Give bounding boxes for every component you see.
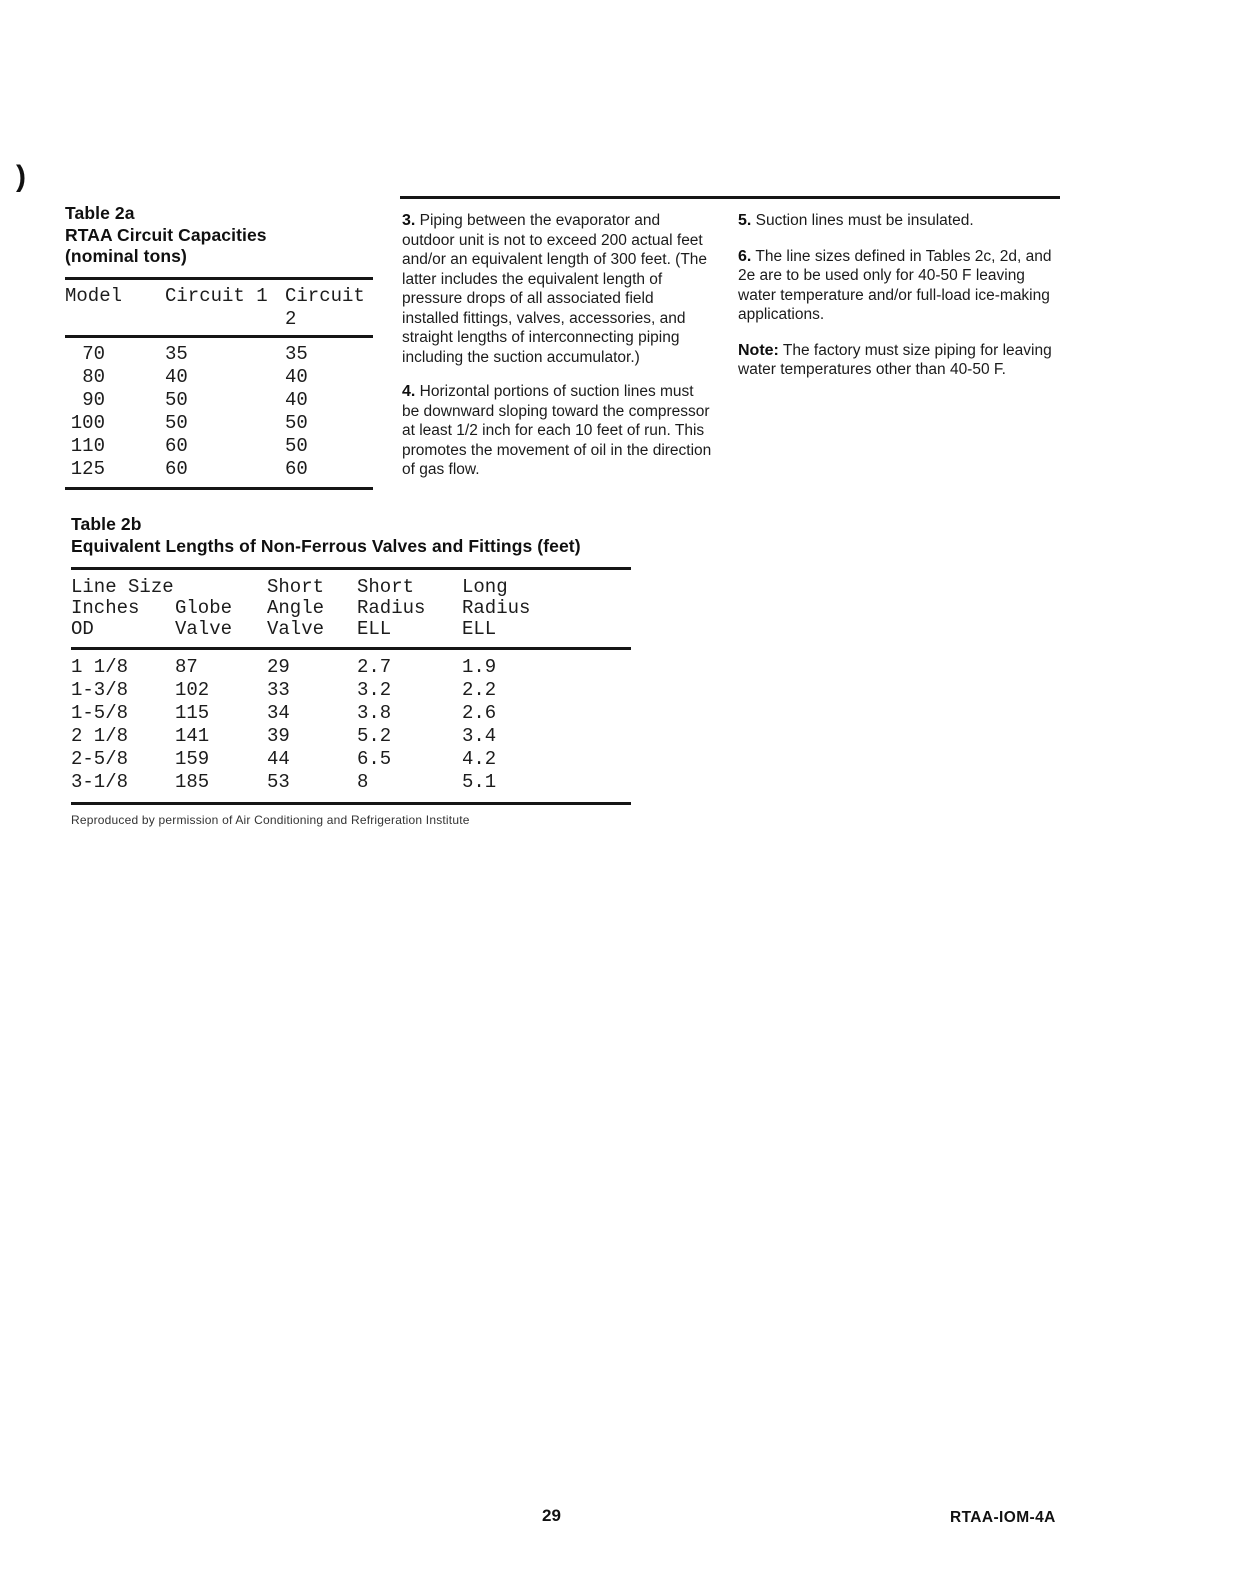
table-2b-attribution: Reproduced by permission of Air Conditioning and Refrigeration Institute [71,813,470,827]
factory-note [738,341,1062,380]
cell-short-angle-valve: 39 [267,725,290,747]
header-line: Short [267,576,325,598]
table-row [65,412,373,435]
cell-short-angle-valve: 34 [267,702,290,724]
cell-circuit2: 60 [285,457,308,480]
table-row [71,679,631,702]
cell-circuit1: 60 [165,434,188,457]
cell-circuit1: 40 [165,365,188,388]
table-2a-col-model: Model [65,284,123,307]
cell-circuit1: 35 [165,342,188,365]
table-2b-col-globe-valve [175,577,267,640]
table-row [65,389,373,412]
table-2a-col-circuit1: Circuit 1 [165,284,268,307]
header-line: Radius [357,597,426,619]
header-line [175,577,267,598]
table-row [71,748,631,771]
table-row [71,702,631,725]
cell-long-radius-ell: 1.9 [462,656,497,678]
cell-line-size: 1-5/8 [71,702,129,724]
table-2b [71,567,631,805]
table-row [71,771,631,794]
table-2b-label: Table 2b [71,514,142,534]
cell-short-radius-ell: 3.2 [357,679,392,701]
cell-circuit1: 50 [165,411,188,434]
table-2a-label: Table 2a [65,203,135,223]
header-line: ELL [357,618,392,640]
cell-circuit2: 50 [285,434,308,457]
note-item-4 [402,382,712,480]
note-item-4-text: Horizontal portions of suction lines must be downward sloping toward the compressor at least 1/2 inch for each 10 feet of run. This promotes the movement of oil in the direction of gas flow. [402,383,712,478]
table-2a-header-row [65,280,373,338]
cell-circuit2: 40 [285,388,308,411]
header-line: Valve [175,618,233,640]
header-line: ELL [462,618,497,640]
table-2b-title: Equivalent Lengths of Non-Ferrous Valves and Fittings (feet) [71,535,581,556]
cell-circuit2: 35 [285,342,308,365]
cell-model: 100 [70,411,105,434]
cell-short-radius-ell: 6.5 [357,748,392,770]
notes-column-middle [402,211,712,480]
page-number: 29 [542,1506,561,1525]
cell-long-radius-ell: 5.1 [462,771,497,793]
table-row [65,435,373,458]
note-item-3-text: Piping between the evaporator and outdoor unit is not to exceed 200 actual feet and/or an equivalent length of 300 feet. (The latter includes the equivalent length of pressure drops of all associated field installed fittings, valves, accessories, and straight lengths of interconnecting piping including the suction accumulator.) [402,212,708,366]
cell-short-angle-valve: 33 [267,679,290,701]
note-item-6-text: The line sizes defined in Tables 2c, 2d, and 2e are to be used only for 40-50 F leaving water temperature and/or full-load ice-making applications. [738,247,1052,323]
header-line: Short [357,576,415,598]
cell-model: 110 [70,434,105,457]
cell-line-size: 3-1/8 [71,771,129,793]
header-line: Line Size [71,576,174,598]
table-2a-body [65,338,373,490]
cell-short-radius-ell: 5.2 [357,725,392,747]
cell-long-radius-ell: 2.6 [462,702,497,724]
document-code: RTAA-IOM-4A [950,1509,1056,1526]
cell-long-radius-ell: 3.4 [462,725,497,747]
table-2a-title: RTAA Circuit Capacities [65,224,267,245]
table-2b-col-short-angle-valve [267,577,357,640]
note-item-3-number: 3. [402,212,416,229]
header-line: Long [462,576,508,598]
cell-globe-valve: 185 [175,771,210,793]
cell-line-size: 2-5/8 [71,748,129,770]
table-row [65,343,373,366]
table-2b-header-row [71,570,631,650]
note-item-5-text: Suction lines must be insulated. [751,212,974,229]
header-line: OD [71,618,94,640]
note-item-6-number: 6. [738,247,752,265]
table-2a-subtitle: (nominal tons) [65,246,187,266]
cell-circuit1: 60 [165,457,188,480]
scan-artifact-mark: ) [16,160,26,193]
notes-top-rule [400,196,1060,199]
table-2a-section [65,203,373,490]
notes-column-right [738,211,1062,380]
cell-long-radius-ell: 4.2 [462,748,497,770]
cell-short-angle-valve: 29 [267,656,290,678]
table-row [71,725,631,748]
table-2b-col-line-size [71,577,175,640]
header-line: Radius [462,597,531,619]
table-2a-col-circuit2: Circuit 2 [285,284,365,330]
cell-circuit1: 50 [165,388,188,411]
cell-model: 80 [82,365,105,388]
note-item-5 [738,211,1062,231]
cell-short-radius-ell: 8 [357,771,369,793]
cell-short-angle-valve: 44 [267,748,290,770]
cell-circuit2: 40 [285,365,308,388]
table-2a [65,277,373,490]
table-2b-section [71,514,631,827]
cell-long-radius-ell: 2.2 [462,679,497,701]
cell-globe-valve: 159 [175,748,210,770]
note-item-3 [402,211,712,367]
cell-line-size: 1-3/8 [71,679,129,701]
cell-model: 125 [70,457,105,480]
table-row [65,458,373,481]
table-2b-col-short-radius-ell [357,577,462,640]
cell-globe-valve: 102 [175,679,210,701]
cell-globe-valve: 141 [175,725,210,747]
factory-note-label: Note: [738,341,779,359]
cell-globe-valve: 115 [175,702,210,724]
cell-model: 90 [82,388,105,411]
cell-line-size: 2 1/8 [71,725,129,747]
table-row [71,656,631,679]
header-line: Angle [267,597,325,619]
cell-line-size: 1 1/8 [71,656,129,678]
header-line: Inches [71,597,140,619]
note-item-6 [738,247,1062,325]
cell-short-radius-ell: 3.8 [357,702,392,724]
note-item-5-number: 5. [738,212,752,229]
table-2b-col-long-radius-ell [462,577,631,640]
cell-globe-valve: 87 [175,656,198,678]
header-line: Valve [267,618,325,640]
cell-short-angle-valve: 53 [267,771,290,793]
header-line: Globe [175,597,233,619]
table-2b-body [71,650,631,805]
cell-model: 70 [82,342,105,365]
table-row [65,366,373,389]
cell-circuit2: 50 [285,411,308,434]
cell-short-radius-ell: 2.7 [357,656,392,678]
factory-note-text: The factory must size piping for leaving water temperatures other than 40-50 F. [738,341,1052,378]
note-item-4-number: 4. [402,383,416,400]
